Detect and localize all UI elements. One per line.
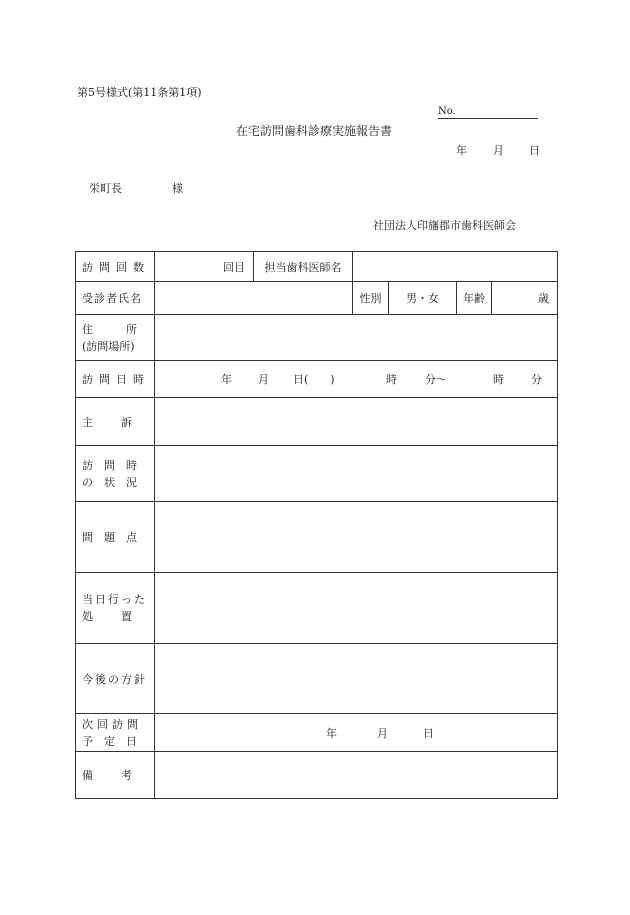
visit-minute-end: 分 (531, 373, 542, 386)
next-visit-label (76, 714, 155, 752)
row-policy (76, 644, 558, 714)
row-treatment (76, 573, 558, 644)
treatment-field[interactable] (155, 573, 558, 644)
honorific: 様 (172, 182, 183, 195)
visit-hour-end: 時 (493, 373, 504, 386)
dentist-name-field[interactable] (353, 252, 558, 282)
addressee: 栄町長 (89, 182, 122, 195)
treatment-label-line1: 当日行った (82, 593, 147, 606)
patient-name-label: 受診者氏名 (76, 282, 155, 315)
visit-minute-range: 分〜 (425, 373, 447, 386)
header-date-month: 月 (493, 144, 504, 157)
next-visit-year: 年 (326, 726, 337, 740)
header-date-day: 日 (529, 144, 540, 157)
form-number: 第5号様式(第11条第1項) (77, 86, 202, 99)
age-field[interactable] (492, 282, 558, 315)
row-problems (76, 502, 558, 573)
remarks-label: 備 考 (76, 752, 155, 799)
visit-datetime-field[interactable] (155, 361, 558, 398)
next-visit-month: 月 (377, 726, 388, 740)
dentist-label: 担当歯科医師名 (254, 252, 353, 282)
address-field[interactable] (155, 315, 558, 361)
next-visit-label-line2: 予 定 日 (82, 734, 137, 748)
address-label-line1: 住 所 (82, 322, 137, 336)
visit-year: 年 (221, 373, 232, 386)
visit-hour-start: 時 (386, 373, 397, 386)
age-label: 年齢 (457, 282, 492, 315)
row-remarks (76, 752, 558, 799)
row-next-visit (76, 714, 558, 752)
policy-field[interactable] (155, 644, 558, 714)
next-visit-day: 日 (423, 726, 434, 740)
complaint-field[interactable] (155, 398, 558, 446)
age-unit: 歳 (538, 292, 549, 305)
row-patient (76, 282, 558, 315)
complaint-label: 主 訴 (76, 398, 155, 446)
treatment-label-line2: 処 置 (82, 610, 134, 623)
visit-day: 日( ) (293, 373, 335, 386)
problems-label: 問 題 点 (76, 502, 155, 573)
patient-name-field[interactable] (155, 282, 353, 315)
next-visit-label-line1: 次回訪問 (82, 717, 142, 731)
header-date-year: 年 (456, 144, 467, 157)
document-number-field[interactable] (438, 104, 538, 119)
visit-status-label (76, 446, 155, 502)
document-number-label: No. (438, 106, 456, 117)
next-visit-field[interactable] (155, 714, 558, 752)
row-visit-count (76, 252, 558, 282)
address-label-line2: (訪問場所) (82, 339, 135, 353)
row-complaint (76, 398, 558, 446)
report-table (75, 251, 558, 799)
policy-label: 今後の方針 (76, 644, 155, 714)
visit-month: 月 (258, 373, 269, 386)
problems-field[interactable] (155, 502, 558, 573)
row-visit-status (76, 446, 558, 502)
sex-options[interactable]: 男・女 (389, 282, 457, 315)
row-visit-datetime (76, 361, 558, 398)
visit-count-field[interactable] (155, 252, 254, 282)
visit-count-suffix: 回目 (223, 260, 245, 274)
visit-count-label: 訪問回数 (76, 252, 155, 282)
treatment-label (76, 573, 155, 644)
visit-status-field[interactable] (155, 446, 558, 502)
remarks-field[interactable] (155, 752, 558, 799)
sex-label: 性別 (353, 282, 389, 315)
visit-status-label-line1: 訪 問 時 (82, 458, 137, 472)
address-label (76, 315, 155, 361)
row-address (76, 315, 558, 361)
visit-datetime-label: 訪問日時 (76, 361, 155, 398)
issuer-name: 社団法人印旛郡市歯科医師会 (373, 219, 516, 232)
page-title: 在宅訪問歯科診療実施報告書 (236, 124, 393, 138)
visit-status-label-line2: の 状 況 (82, 475, 137, 489)
